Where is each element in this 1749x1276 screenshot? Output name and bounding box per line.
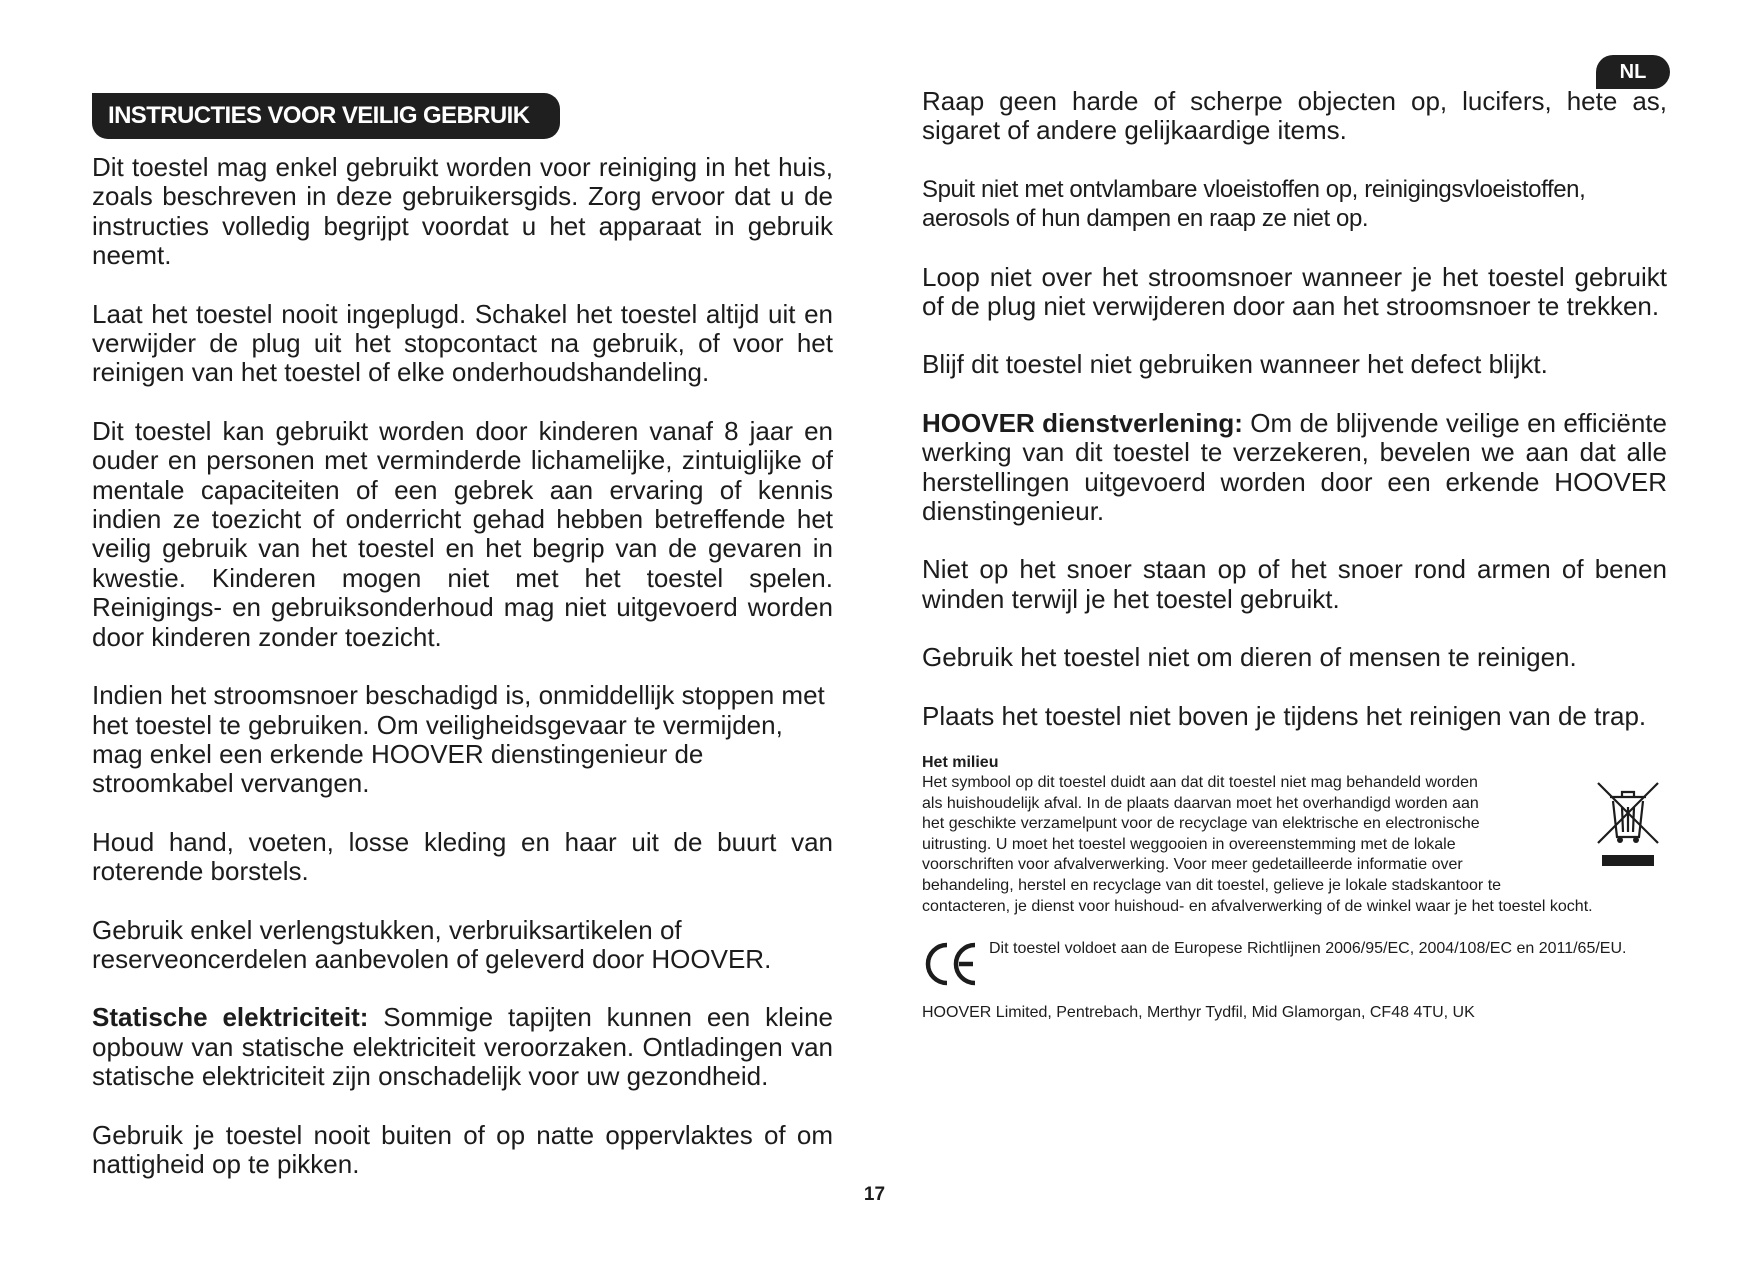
- spray-paragraph: Spuit niet met ontvlambare vloeistoffen op, reinigingsvloeistoffen, aerosols of hun dampen en raap ze niet op.: [922, 175, 1586, 233]
- environment-line-2: als huishoudelijk afval. In de plaats daarvan moet het overhandigd worden aan: [922, 794, 1479, 812]
- ce-compliance-text: Dit toestel voldoet aan de Europese Richtlijnen 2006/95/EC, 2004/108/EC en 2011/65/EU.: [989, 940, 1627, 958]
- section-title: INSTRUCTIES VOOR VEILIG GEBRUIK: [92, 93, 560, 139]
- children-paragraph: Dit toestel kan gebruikt worden door kinderen vanaf 8 jaar en ouder en personen met verminderde lichamelijke, zintuiglijke of mentale capaciteiten of een gebrek aan ervaring of kennis indien ze toezicht of onderricht gehad hebben betreffende het veilig gebruik van het toestel en het begrip van de gevaren in kwestie. Kinderen mogen niet met het toestel spelen. Reinigings- en gebruiksonderhoud mag niet uitgevoerd worden door kinderen zonder toezicht.: [92, 415, 833, 652]
- animals-paragraph: Gebruik het toestel niet om dieren of mensen te reinigen.: [922, 642, 1577, 673]
- ce-compliance: [922, 939, 1667, 991]
- snoer-paragraph: Niet op het snoer staan op of het snoer rond armen of benen winden terwijl je het toestel gebruikt.: [922, 554, 1667, 614]
- right-column: [922, 87, 1667, 1023]
- environment-title: Het milieu: [922, 754, 999, 772]
- static-body: Sommige tapijten kunnen een kleine opbouw van statische elektriciteit veroorzaken. Ontladingen van statische elektriciteit zijn onschadelijk voor uw gezondheid.: [92, 1002, 833, 1092]
- environment-line-7: contacteren, je dienst voor huishoud- en afvalverwerking of de winkel waar je het toestel kocht.: [922, 897, 1593, 915]
- left-column: [92, 153, 833, 1179]
- environment-line-3: het geschikte verzamelpunt voor de recyclage van elektrische en electronische: [922, 815, 1480, 833]
- outdoor-paragraph: Gebruik je toestel nooit buiten of op natte oppervlaktes of om nattigheid op te pikken.: [92, 1119, 833, 1179]
- environment-line-1: Het symbool op dit toestel duidt aan dat dit toestel niet mag behandeld worden: [922, 774, 1478, 792]
- accessories-paragraph: Gebruik enkel verlengstukken, verbruiksartikelen of reserveoncerdelen aanbevolen of geleverd door HOOVER.: [92, 914, 772, 974]
- page-number: 17: [863, 1184, 886, 1205]
- cord-paragraph: Loop niet over het stroomsnoer wanneer je het toestel gebruikt of de plug niet verwijderen door aan het stroomsnoer te trekken.: [922, 261, 1667, 322]
- static-paragraph: [92, 1003, 833, 1091]
- stairs-paragraph: Plaats het toestel niet boven je tijdens het reinigen van de trap.: [922, 700, 1647, 731]
- pickup-paragraph: Raap geen harde of scherpe objecten op, lucifers, hete as, sigaret of andere gelijkaardige items.: [922, 86, 1667, 146]
- language-badge: NL: [1596, 55, 1670, 89]
- ce-mark-icon: [922, 941, 978, 987]
- manufacturer-address: HOOVER Limited, Pentrebach, Merthyr Tydfil, Mid Glamorgan, CF48 4TU, UK: [922, 1004, 1475, 1022]
- environment-line-4: uitrusting. U moet het toestel weggooien in overeenstemming met de lokale: [922, 835, 1456, 853]
- environment-section: [922, 773, 1667, 917]
- defect-paragraph: Blijf dit toestel niet gebruiken wanneer het defect blijkt.: [922, 349, 1548, 380]
- service-paragraph: [922, 409, 1667, 527]
- weee-bin-icon: [1596, 777, 1660, 867]
- brushes-paragraph: Houd hand, voeten, losse kleding en haar uit de buurt van roterende borstels.: [92, 826, 833, 887]
- power-cord-paragraph: Indien het stroomsnoer beschadigd is, onmiddellijk stoppen met het toestel te gebruiken. Om veiligheidsgevaar te vermijden, mag enkel een erkende HOOVER dienstingenieur de stroomkabel vervangen.: [92, 680, 825, 799]
- usage-paragraph: Dit toestel mag enkel gebruikt worden voor reiniging in het huis, zoals beschreven in deze gebruikersgids. Zorg ervoor dat u de instructies volledig begrijpt voordat u het apparaat in gebruik neemt.: [92, 152, 833, 271]
- service-body: Om de blijvende veilige en efficiënte werking van dit toestel te verzekeren, bevelen we aan dat alle herstellingen uitgevoerd worden door een erkende HOOVER dienstingenieur.: [922, 407, 1667, 527]
- environment-line-6: behandeling, herstel en recyclage van dit toestel, gelieve je lokale stadskantoor te: [922, 877, 1502, 895]
- unplug-paragraph: Laat het toestel nooit ingeplugd. Schakel het toestel altijd uit en verwijder de plug uit het stopcontact na gebruik, of voor het reinigen van het toestel of elke onderhoudshandeling.: [92, 298, 833, 388]
- environment-line-5: voorschriften voor afvalverwerking. Voor meer gedetailleerde informatie over: [922, 856, 1463, 874]
- service-lead: HOOVER dienstverlening:: [922, 407, 1243, 438]
- static-lead: Statische elektriciteit:: [92, 1002, 369, 1033]
